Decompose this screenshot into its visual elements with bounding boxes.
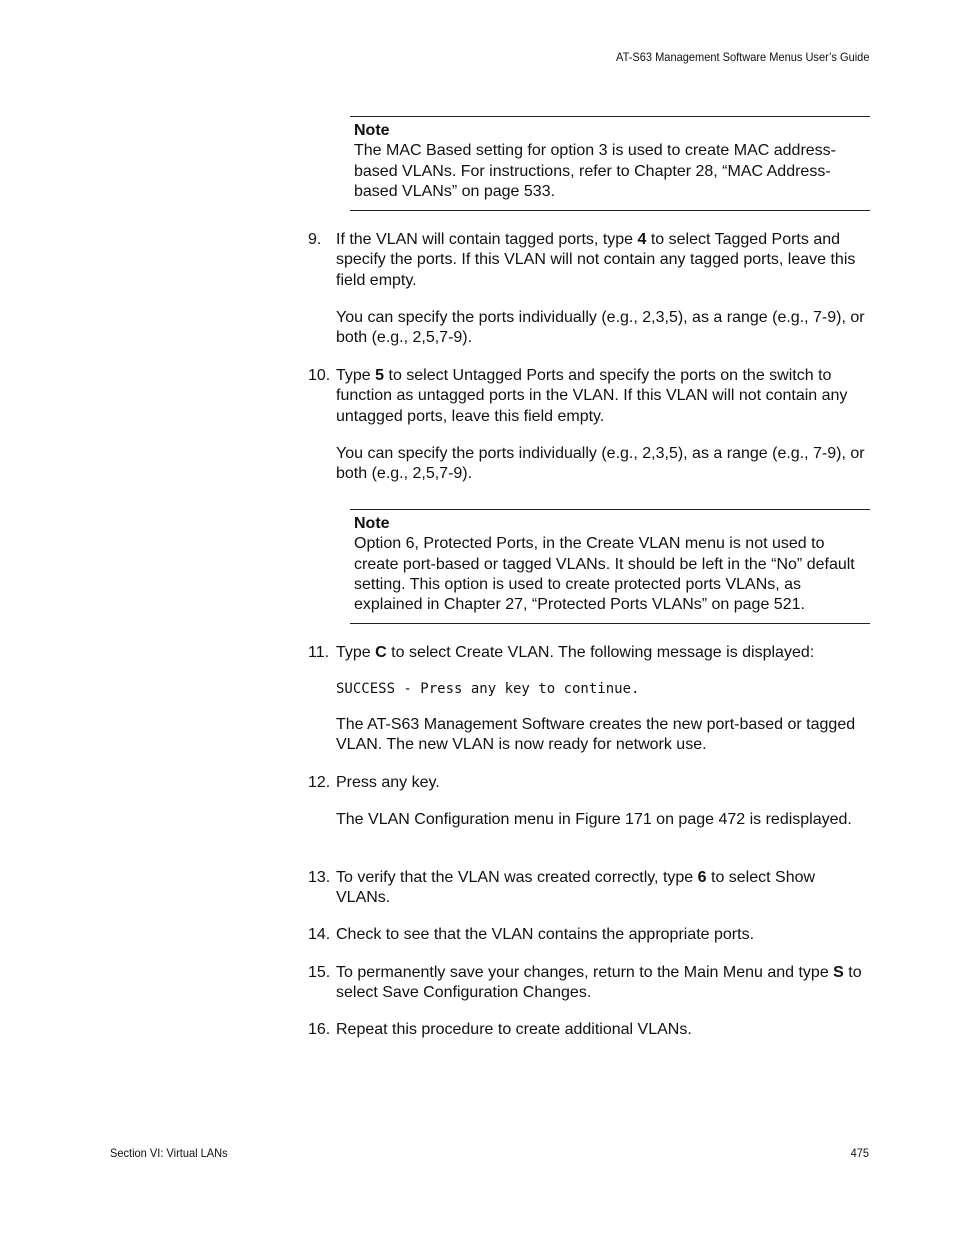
step-10 (308, 366, 870, 427)
note-label: Note (354, 515, 390, 532)
step-text: Repeat this procedure to create additional VLANs. (336, 1021, 692, 1038)
note-text: Option 6, Protected Ports, in the Create VLAN menu is not used to create port-based or tagged VLANs. It should be left in the “No” default setting. This option is used to create protected ports VLANs, as explained in Chapter 27, “Protected Ports VLANs” on page 521. (354, 535, 855, 614)
step-number: 15. (308, 964, 331, 981)
step-16 (308, 1020, 870, 1040)
step-number: 14. (308, 926, 331, 943)
step-text: Type C to select Create VLAN. The following message is displayed: (336, 644, 815, 661)
note-box-protected-ports (350, 509, 870, 624)
step-number: 13. (308, 869, 331, 886)
step-text: Press any key. (336, 774, 440, 791)
step-10-detail: You can specify the ports individually (e.g., 2,3,5), as a range (e.g., 7-9), or both (e.g., 2,5,7-9). (336, 445, 865, 483)
step-text: Type 5 to select Untagged Ports and specify the ports on the switch to function as untagged ports in the VLAN. If this VLAN will not contain any untagged ports, leave this field empty. (336, 367, 848, 425)
key-label: C (375, 644, 387, 661)
step-text: To permanently save your changes, return to the Main Menu and type S to select Save Configuration Changes. (336, 964, 862, 1002)
footer-section: Section VI: Virtual LANs (110, 1146, 228, 1160)
step-14 (308, 925, 870, 945)
step-9-detail: You can specify the ports individually (e.g., 2,3,5), as a range (e.g., 7-9), or both (e.g., 2,5,7-9). (336, 309, 865, 347)
step-number: 16. (308, 1021, 331, 1038)
page-number: 475 (850, 1146, 869, 1160)
code-message: SUCCESS - Press any key to continue. (336, 681, 640, 697)
step-15 (308, 963, 870, 1004)
key-label: 6 (697, 869, 707, 886)
step-number: 12. (308, 774, 331, 791)
step-text: To verify that the VLAN was created correctly, type 6 to select Show VLANs. (336, 869, 816, 907)
step-text: If the VLAN will contain tagged ports, type 4 to select Tagged Ports and specify the ports. If this VLAN will not contain any tagged ports, leave this field empty. (336, 231, 856, 289)
step-12 (308, 773, 870, 793)
note-label: Note (354, 122, 390, 139)
step-11 (308, 643, 870, 663)
key-label: 4 (637, 231, 647, 248)
note-box-mac-based (350, 116, 870, 211)
step-number: 10. (308, 367, 331, 384)
step-number: 9. (308, 231, 322, 248)
step-9 (308, 230, 870, 291)
step-11-detail: The AT-S63 Management Software creates the new port-based or tagged VLAN. The new VLAN is now ready for network use. (336, 716, 856, 754)
running-header: AT-S63 Management Software Menus User’s Guide (615, 50, 869, 64)
note-text: The MAC Based setting for option 3 is used to create MAC address-based VLANs. For instructions, refer to Chapter 28, “MAC Address-based VLANs” on page 533. (354, 142, 837, 200)
step-12-detail: The VLAN Configuration menu in Figure 171 on page 472 is redisplayed. (336, 811, 852, 828)
step-text: Check to see that the VLAN contains the appropriate ports. (336, 926, 755, 943)
step-number: 11. (308, 644, 330, 661)
step-13 (308, 868, 870, 909)
key-label: 5 (375, 367, 385, 384)
key-label: S (833, 964, 844, 981)
